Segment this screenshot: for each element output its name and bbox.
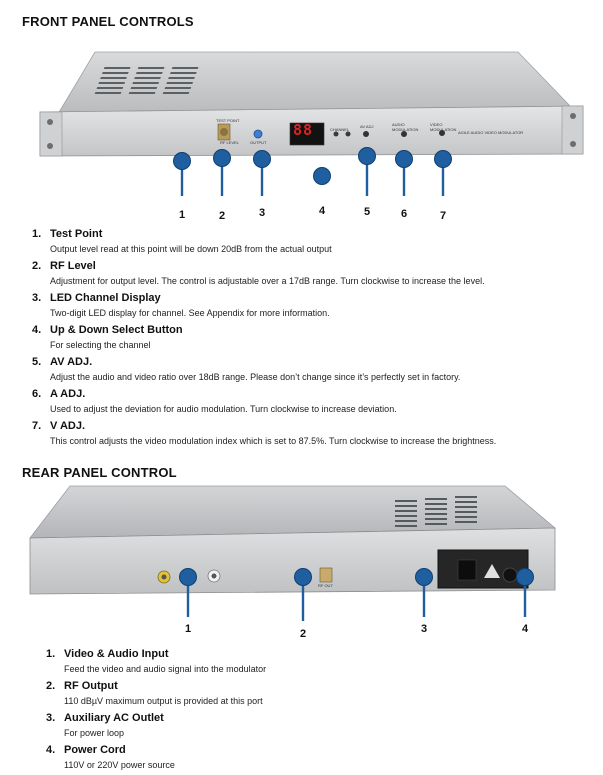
front-item-num: 3.: [32, 292, 42, 304]
front-item-title: RF Level: [50, 260, 96, 272]
callout-num-5: 5: [363, 206, 371, 218]
front-item-title: AV ADJ.: [50, 356, 93, 368]
rear-callout-num-2: 2: [299, 628, 307, 640]
rear-item-desc: 110 dBµV maximum output is provided at this port: [64, 696, 263, 706]
front-item-num: 5.: [32, 356, 42, 368]
front-item-num: 2.: [32, 260, 42, 272]
callout-num-3: 3: [258, 207, 266, 219]
label-audio-modulation: AUDIO MODULATION: [392, 122, 419, 132]
rear-callout-dot-4: [517, 569, 534, 586]
label-rf-out: RF OUT: [318, 583, 333, 588]
front-item-title: Test Point: [50, 228, 103, 240]
led-display-digits: 88: [293, 121, 314, 139]
callout-num-2: 2: [218, 210, 226, 222]
rear-callout-dot-1: [180, 569, 197, 586]
front-item-desc: Used to adjust the deviation for audio modulation. Turn clockwise to increase deviation.: [50, 404, 397, 414]
callout-num-7: 7: [439, 210, 447, 222]
callout-dot-7: [435, 151, 452, 168]
rear-callout-dot-3: [416, 569, 433, 586]
front-item-title: A ADJ.: [50, 388, 86, 400]
front-item-desc: Output level read at this point will be down 20dB from the actual output: [50, 244, 332, 254]
rear-item-title: Auxiliary AC Outlet: [64, 712, 164, 724]
callout-num-4: 4: [318, 205, 326, 217]
rear-callout-dot-2: [295, 569, 312, 586]
rear-callout-num-3: 3: [420, 623, 428, 635]
rear-panel-heading: REAR PANEL CONTROL: [22, 465, 177, 480]
front-item-desc: This control adjusts the video modulation index which is set to 87.5%. Turn clockwise to increase the brightness.: [50, 436, 497, 446]
front-item-title: Up & Down Select Button: [50, 324, 183, 336]
label-video-modulation: VIDEO MODULATION: [430, 122, 457, 132]
rear-item-num: 3.: [46, 712, 56, 724]
label-test-point: TEST POINT: [216, 118, 240, 123]
label-av-adj: AV ADJ: [360, 124, 374, 129]
label-output: OUTPUT: [250, 140, 267, 145]
up-button: [334, 132, 339, 137]
front-item-num: 6.: [32, 388, 42, 400]
callout-dot-1: [174, 153, 191, 170]
front-callouts: [0, 140, 603, 200]
front-item-desc: For selecting the channel: [50, 340, 151, 350]
front-item-title: V ADJ.: [50, 420, 86, 432]
callout-dot-5: [359, 148, 376, 165]
rear-item-desc: For power loop: [64, 728, 125, 738]
rear-item-desc: Feed the video and audio signal into the modulator: [64, 664, 267, 674]
front-item-title: LED Channel Display: [50, 292, 161, 304]
down-button: [346, 132, 351, 137]
callout-dot-4: [314, 168, 331, 185]
rear-item-title: Video & Audio Input: [64, 648, 169, 660]
rear-callout-num-4: 4: [521, 623, 529, 635]
label-model: AGILE AUDIO VIDEO MODULATOR: [458, 130, 524, 135]
callout-dot-2: [214, 150, 231, 167]
rear-callouts: [0, 565, 603, 625]
rear-item-title: RF Output: [64, 680, 118, 692]
rear-item-desc: 110V or 220V power source: [64, 760, 175, 770]
av-adj-pot: [363, 131, 369, 137]
front-item-desc: Adjust the audio and video ratio over 18dB range. Please don’t change since it’s perfectly set in factory.: [50, 372, 461, 382]
front-item-desc: Two-digit LED display for channel. See Appendix for more information.: [50, 308, 330, 318]
label-rf-level: RF LEVEL: [220, 140, 239, 145]
front-item-num: 4.: [32, 324, 42, 336]
front-item-num: 1.: [32, 228, 42, 240]
callout-num-6: 6: [400, 208, 408, 220]
rf-level-knob: [254, 130, 262, 138]
callout-dot-3: [254, 151, 271, 168]
label-channel: CHANNEL: [330, 127, 350, 132]
callout-dot-6: [396, 151, 413, 168]
rear-item-num: 1.: [46, 648, 56, 660]
rear-item-num: 2.: [46, 680, 56, 692]
front-item-desc: Adjustment for output level. The control is adjustable over a 17dB range. Turn clockwise to increase the level.: [50, 276, 485, 286]
rear-item-num: 4.: [46, 744, 56, 756]
callout-num-1: 1: [178, 209, 186, 221]
rear-callout-num-1: 1: [184, 623, 192, 635]
rear-item-title: Power Cord: [64, 744, 126, 756]
front-panel-heading: FRONT PANEL CONTROLS: [22, 14, 194, 29]
front-item-num: 7.: [32, 420, 42, 432]
